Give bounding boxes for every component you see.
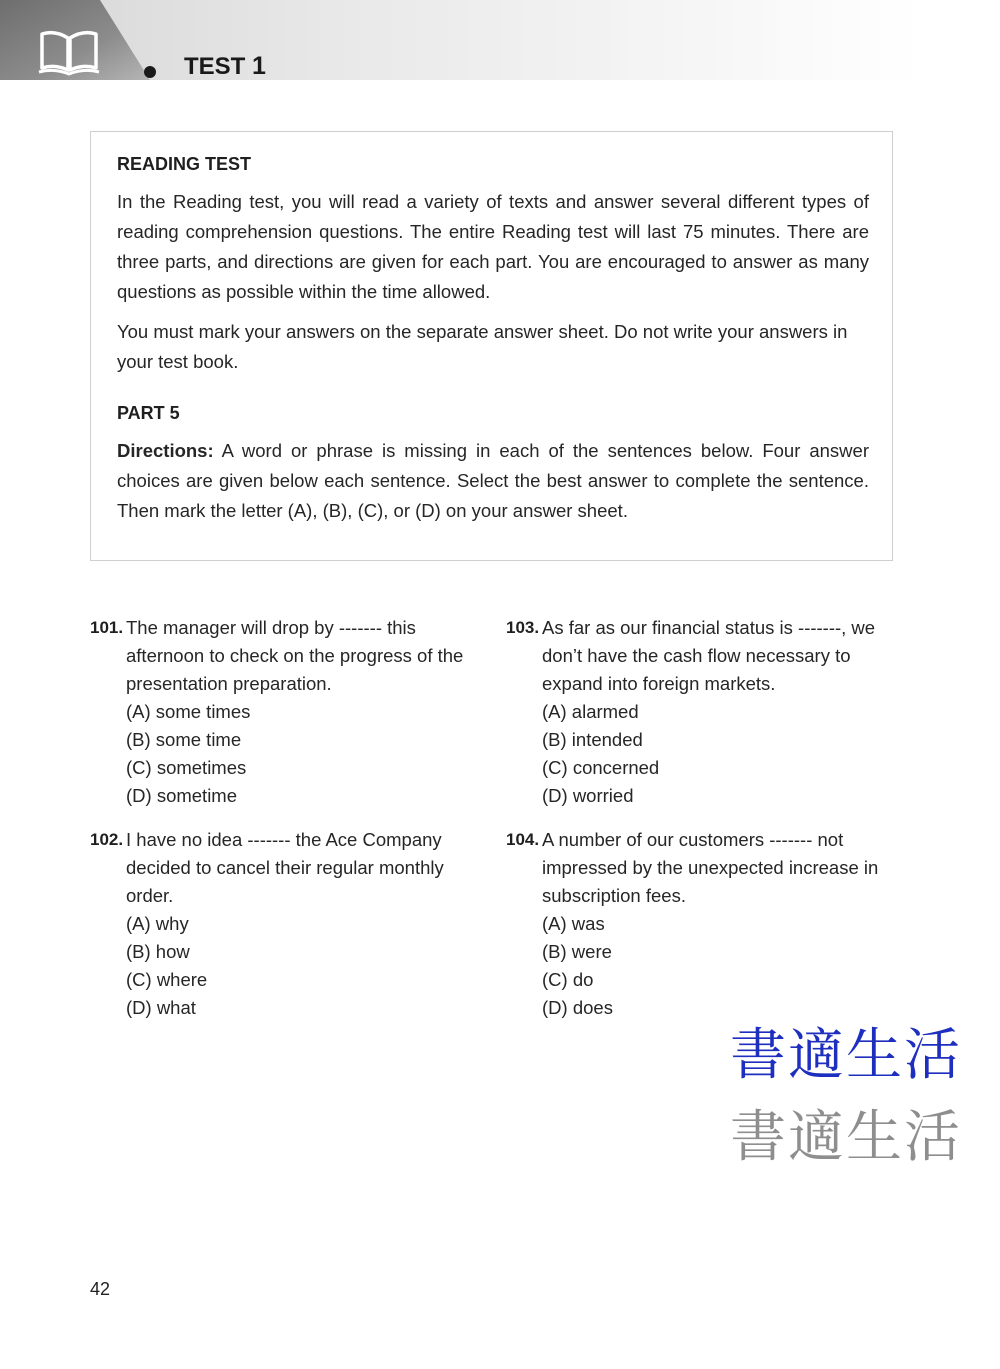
option-d: (D) sometime <box>126 785 238 806</box>
header-dot <box>144 66 156 78</box>
option-a: (A) why <box>126 913 189 934</box>
question-102 <box>90 826 475 1022</box>
question-text: The manager will drop by ------- this afternoon to check on the progress of the presentation preparation. <box>126 617 464 694</box>
question-number: 101. <box>90 618 124 637</box>
answer-sheet-paragraph: You must mark your answers on the separate answer sheet. Do not write your answers in your test book. <box>117 321 848 372</box>
directions-text: A word or phrase is missing in each of the sentences below. Four answer choices are given below each sentence. Select the best answer to complete the sentence. Then mark the letter (A), (B), (C), or (D) on your answer sheet. <box>117 440 869 521</box>
reading-intro-paragraph: In the Reading test, you will read a variety of texts and answer several different types of reading comprehension questions. The entire Reading test will last 75 minutes. There are three parts, and directions are given for each part. You are encouraged to answer as many questions as possible within the time allowed. <box>117 191 869 302</box>
option-c: (C) where <box>126 969 208 990</box>
directions-paragraph <box>117 436 869 526</box>
question-number: 104. <box>506 830 540 849</box>
option-c: (C) do <box>542 969 594 990</box>
option-b: (B) intended <box>542 729 643 750</box>
questions-column-left <box>90 614 475 1038</box>
questions-column-right <box>506 614 891 1038</box>
open-book-icon <box>38 30 100 76</box>
directions-label: Directions: <box>117 440 214 461</box>
reading-test-heading: READING TEST <box>117 154 252 174</box>
instructions-box <box>90 131 893 561</box>
question-number: 102. <box>90 830 124 849</box>
publisher-watermark-blue: 書適生活 <box>730 1023 962 1088</box>
test-title-number: 1 <box>252 52 266 80</box>
option-b: (B) how <box>126 941 190 962</box>
option-a: (A) alarmed <box>542 701 639 722</box>
option-c: (C) concerned <box>542 757 660 778</box>
option-b: (B) were <box>542 941 612 962</box>
question-104 <box>506 826 891 1022</box>
question-text: I have no idea ------- the Ace Company decided to cancel their regular monthly order. <box>126 829 444 906</box>
question-103 <box>506 614 891 810</box>
test-title-prefix: TEST <box>184 53 246 80</box>
option-d: (D) worried <box>542 785 634 806</box>
option-a: (A) some times <box>126 701 251 722</box>
publisher-watermark-gray: 書適生活 <box>730 1105 962 1170</box>
option-d: (D) does <box>542 997 613 1018</box>
question-text: As far as our financial status is -------, we don’t have the cash flow necessary to expand into foreign markets. <box>542 617 876 694</box>
page-number: 42 <box>90 1279 111 1299</box>
option-c: (C) sometimes <box>126 757 247 778</box>
instructions-content <box>117 154 869 536</box>
test-title <box>184 52 266 81</box>
option-a: (A) was <box>542 913 605 934</box>
option-b: (B) some time <box>126 729 242 750</box>
part-heading: PART 5 <box>117 403 180 423</box>
question-text: A number of our customers ------- not impressed by the unexpected increase in subscription fees. <box>542 829 879 906</box>
option-d: (D) what <box>126 997 196 1018</box>
question-number: 103. <box>506 618 540 637</box>
question-101 <box>90 614 475 810</box>
